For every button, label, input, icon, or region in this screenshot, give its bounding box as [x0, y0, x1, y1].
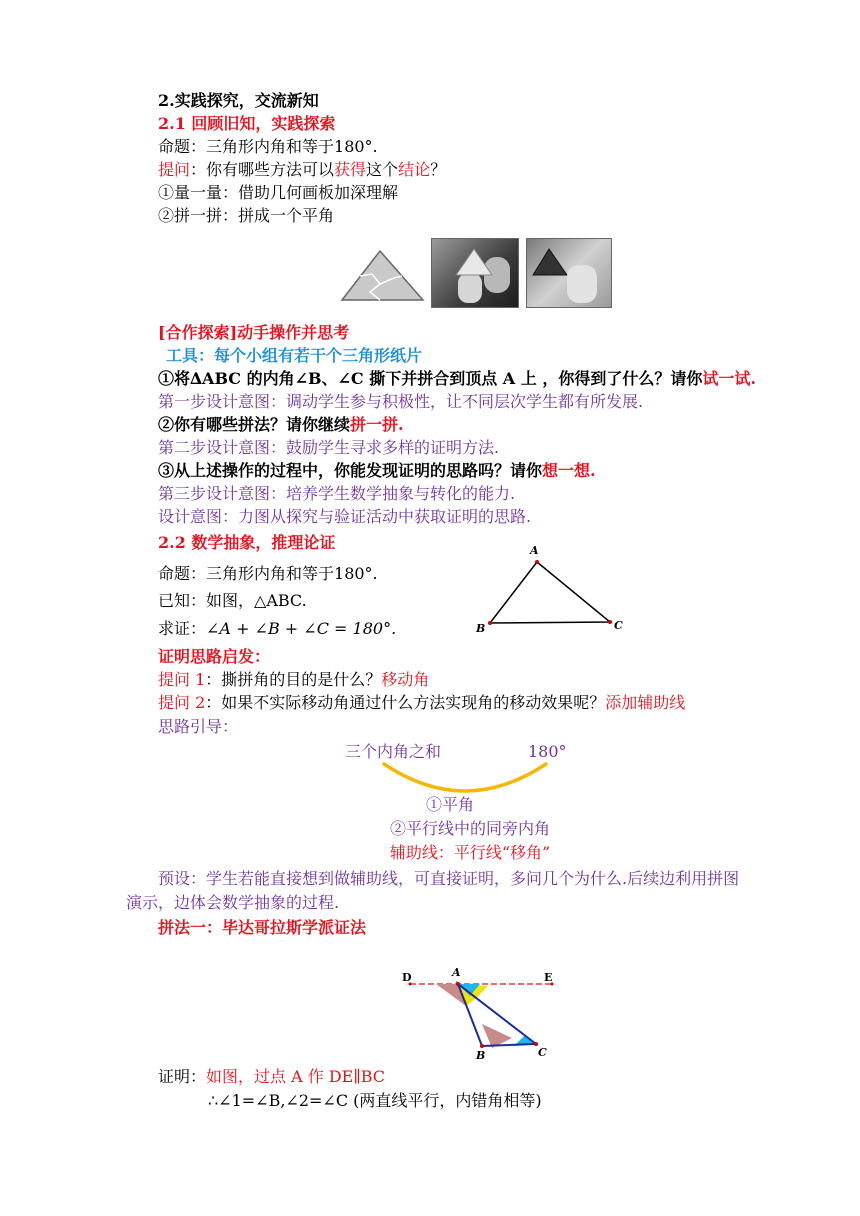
therefore-line: ∴∠1=∠B,∠2=∠C (两直线平行，内错角相等) — [208, 1091, 542, 1110]
ask-text-3: ？ — [430, 160, 447, 179]
triangle-abc — [490, 562, 610, 623]
point-c-label: C — [538, 1046, 547, 1059]
proof-label: 证明： — [158, 1067, 207, 1086]
ask-label: 提问 — [158, 160, 191, 179]
question-line — [158, 159, 446, 181]
preset-line-2: 演示，边体会数学抽象的过程. — [126, 893, 340, 912]
proposition-2 — [158, 563, 378, 585]
point-b-dot — [480, 1044, 484, 1048]
ask-2-text: ：如果不实际移动角通过什么方法实现角的移动效果呢？ — [205, 693, 606, 712]
ask-highlight-1: 获得 — [334, 160, 367, 179]
guide-label: 思路引导： — [158, 717, 239, 736]
point-a-label: A — [452, 966, 461, 979]
ask-2-line — [158, 692, 685, 714]
point-a-dot — [456, 982, 460, 986]
vertex-b-dot — [488, 621, 492, 625]
step-3-text: ③从上述操作的过程中，你能发现证明的思路吗？请你 — [158, 461, 543, 480]
point-d-label: D — [402, 971, 412, 984]
coop-title: 动手操作并思考 — [237, 323, 350, 342]
given-text: 如图，△ABC. — [206, 591, 307, 610]
step-2-text: ②你有哪些拼法？请你继续 — [158, 415, 351, 434]
proposition-2-label: 命题： — [158, 564, 207, 583]
flow-item-parallel: ②平行线中的同旁内角 — [389, 819, 550, 838]
coop-tag: [合作探索] — [158, 323, 238, 342]
overall-intent: 设计意图：力图从探究与验证活动中获取证明的思路. — [158, 507, 532, 526]
step-2-highlight: 拼一拼. — [350, 415, 404, 434]
proof-line — [158, 1066, 385, 1088]
vertex-b-label: B — [476, 622, 486, 635]
prove-line — [158, 618, 396, 640]
paper-triangle-illustration — [340, 248, 425, 304]
ask-text-2: 这个 — [366, 160, 399, 179]
point-e-label: E — [544, 971, 553, 984]
photo-assembled-angles — [526, 238, 612, 308]
proposition-1 — [158, 136, 378, 158]
coop-heading — [158, 322, 349, 344]
method-1-title: 拼法一：毕达哥拉斯学派证法 — [158, 918, 367, 937]
proof-text: 如图，过点 A 作 DE∥BC — [206, 1067, 386, 1086]
ask-2-label: 提问 2 — [158, 693, 206, 712]
section-2-2-title: 2.2 数学抽象，推理论证 — [158, 533, 336, 552]
proposition-label: 命题： — [158, 137, 207, 156]
step-3-intent: 第三步设计意图：培养学生数学抽象与转化的能力. — [158, 484, 516, 503]
ask-text-1: ：你有哪些方法可以 — [190, 160, 335, 179]
section-2-1-title: 2.1 回顾旧知，实践探索 — [158, 114, 336, 133]
parallel-line-figure — [396, 962, 566, 1062]
prove-label: 求证： — [158, 619, 207, 638]
preset-line-1: 预设：学生若能直接想到做辅助线，可直接证明，多问几个为什么.后续边利用拼图 — [158, 869, 740, 888]
vertex-c-label: C — [614, 619, 623, 632]
ask-1-answer: 移动角 — [381, 670, 430, 689]
method-assemble: ②拼一拼：拼成一个平角 — [158, 206, 335, 225]
step-3-highlight: 想一想. — [542, 461, 596, 480]
step-3-question — [158, 460, 596, 482]
given-line — [158, 590, 307, 612]
flow-right-node: 180° — [528, 742, 567, 761]
step-2-intent: 第二步设计意图：鼓励学生寻求多样的证明方法. — [158, 438, 500, 457]
photo-hands-folding-triangle — [431, 238, 519, 308]
ask-1-text: ：撕拼角的目的是什么？ — [205, 670, 382, 689]
section-2-title: 2.实践探究，交流新知 — [158, 91, 319, 110]
step-1-question — [158, 368, 756, 390]
vertex-a-label: A — [530, 544, 539, 557]
method-measure: ①量一量：借助几何画板加深理解 — [158, 183, 399, 202]
vertex-c-dot — [608, 620, 612, 624]
ask-2-answer: 添加辅助线 — [605, 693, 686, 712]
given-label: 已知： — [158, 591, 207, 610]
step-1-highlight: 试一试. — [702, 369, 756, 388]
ask-1-line — [158, 669, 429, 691]
prove-text: ∠A + ∠B + ∠C = 180°. — [206, 619, 397, 638]
step-1-text: ①将∆ABC 的内角∠B、∠C 撕下并拼合到顶点 A 上 ，你得到了什么？请你 — [158, 369, 703, 388]
ask-highlight-2: 结论 — [398, 160, 431, 179]
proposition-2-text: 三角形内角和等于180°. — [206, 564, 378, 583]
step-1-intent: 第一步设计意图：调动学生参与积极性，让不同层次学生都有所发展. — [158, 392, 644, 411]
ask-1-label: 提问 1 — [158, 670, 206, 689]
proof-hint-heading: 证明思路启发： — [158, 647, 271, 666]
point-b-label: B — [476, 1049, 486, 1062]
triangle-abc-figure — [470, 540, 630, 636]
tools-line: 工具：每个小组有若干个三角形纸片 — [166, 346, 423, 365]
flow-auxiliary-line: 辅助线：平行线“移角” — [389, 843, 551, 862]
flow-left-node: 三个内角之和 — [345, 742, 442, 761]
flow-item-straight-angle: ①平角 — [425, 795, 474, 814]
step-2-question — [158, 414, 404, 436]
proposition-text: 三角形内角和等于180°. — [206, 137, 378, 156]
vertex-a-dot — [535, 560, 539, 564]
